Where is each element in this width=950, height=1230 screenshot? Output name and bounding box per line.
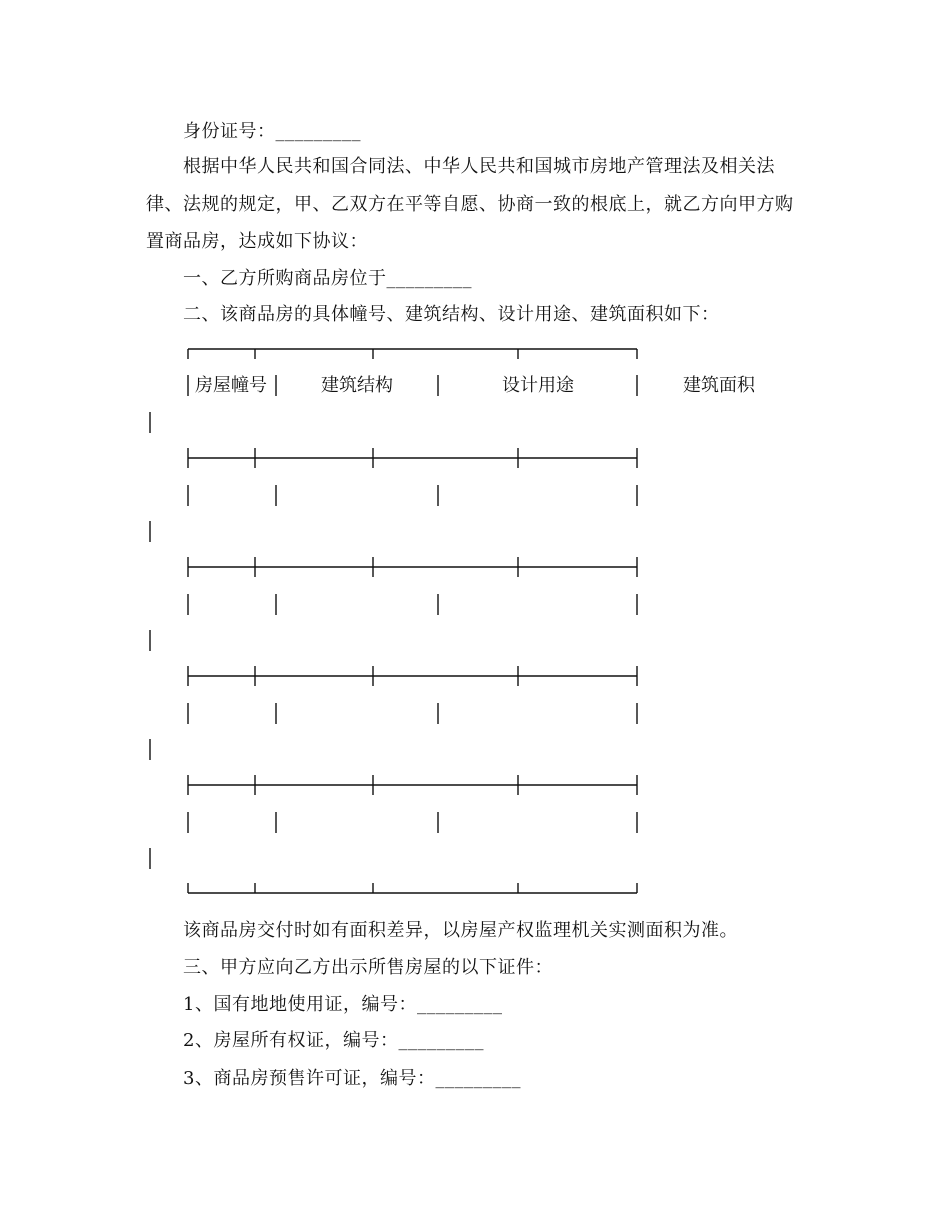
intro-paragraph-line-1: 根据中华人民共和国合同法、中华人民共和国城市房地产管理法及相关法 <box>183 156 775 177</box>
certificate-item-1-blank: _________ <box>416 994 503 1015</box>
certificate-item-2 <box>183 1030 484 1052</box>
certificate-item-3 <box>183 1068 521 1090</box>
clause-1-text: 一、乙方所购商品房位于 <box>183 268 387 289</box>
table-header-structure: 建筑结构 <box>321 375 393 396</box>
intro-paragraph-line-2: 律、法规的规定，甲、乙双方在平等自愿、协商一致的根底上，就乙方向甲方购 <box>146 194 794 215</box>
certificate-item-2-label: 2、房屋所有权证，编号： <box>183 1030 399 1051</box>
intro-paragraph-line-3: 置商品房，达成如下协议： <box>146 231 368 252</box>
clause-1-blank: _________ <box>386 268 472 289</box>
table-header-usage: 设计用途 <box>502 375 574 396</box>
table-header-area: 建筑面积 <box>683 375 755 396</box>
id-blank: _________ <box>275 121 361 142</box>
clause-3-title: 三、甲方应向乙方出示所售房屋的以下证件： <box>183 957 553 978</box>
area-difference-note: 该商品房交付时如有面积差异，以房屋产权监理机关实测面积为准。 <box>183 920 738 941</box>
certificate-item-2-blank: _________ <box>398 1030 484 1051</box>
certificate-item-3-blank: _________ <box>435 1068 521 1089</box>
certificate-item-1 <box>183 994 502 1016</box>
clause-2: 二、该商品房的具体幢号、建筑结构、设计用途、建筑面积如下： <box>183 304 720 325</box>
id-label: 身份证号： <box>183 121 276 142</box>
certificate-item-3-label: 3、商品房预售许可证，编号： <box>183 1068 436 1089</box>
table-header-building-no: 房屋幢号 <box>195 375 267 396</box>
certificate-item-1-label: 1、国有地地使用证，编号： <box>183 994 417 1015</box>
